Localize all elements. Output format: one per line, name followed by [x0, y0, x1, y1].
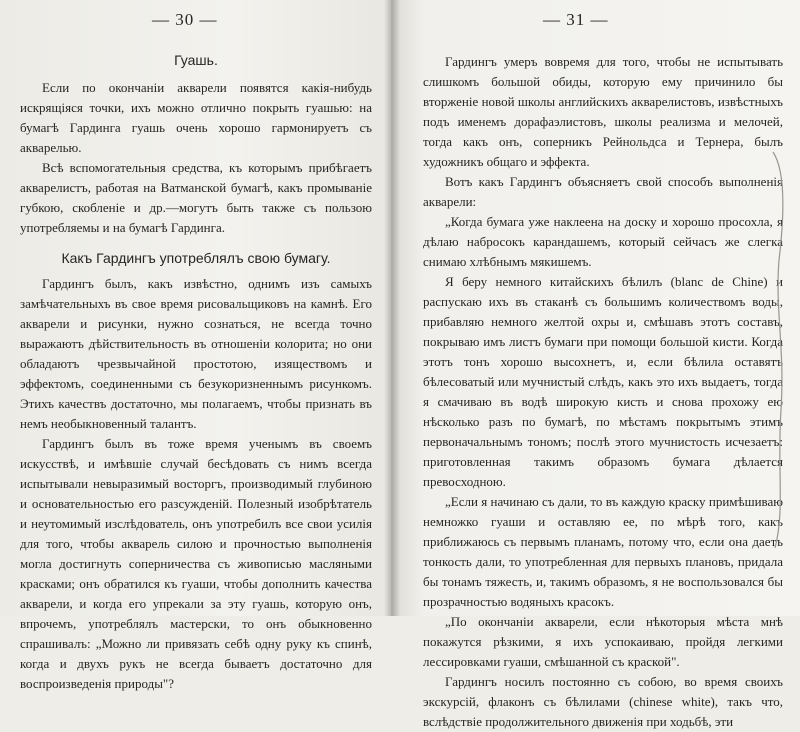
- right-page: [391, 0, 800, 729]
- left-page: [0, 0, 391, 691]
- section-heading-harding-paper: Какъ Гардингъ употреблялъ свою бумагу.: [61, 250, 331, 266]
- paragraph: Гардингъ носилъ постоянно съ собою, во время своихъ экскурсій, флаконъ съ бѣлилами (chinese white), такъ что, вслѣдствіе продолжительного движенія при ходьбѣ, эти: [423, 674, 783, 729]
- quote-paragraph: „Если я начинаю съ дали, то въ каждую краску примѣшиваю немножко гуаши и оставляю ее, по мѣрѣ того, какъ приближаюсь съ первымъ планамъ, потому что, если она даетъ тонкость дали, то употребленная для первыхъ плановъ, придала бы тонамъ тяжесть, и, такимъ образомъ, я не воспользовался бы прозрачностью водяныхъ красокъ.: [423, 494, 783, 609]
- book-gutter: [384, 0, 400, 616]
- paragraph: Всѣ вспомогательныя средства, къ которымъ прибѣгаетъ акварелистъ, работая на Ватманской бумагѣ, какъ промываніе губкою, скобленіе и др.—могутъ быть также съ пользою употребляемы и на бумагѣ Гардинга.: [20, 160, 372, 235]
- page-number-right: — 31 —: [543, 10, 609, 29]
- quote-paragraph: „По окончаніи акварели, если нѣкоторыя мѣста мнѣ покажутся рѣзкими, я ихъ успокаиваю, пройдя легкими лессировками гуаши, смѣшанной съ краской".: [423, 614, 783, 669]
- quote-paragraph: „Когда бумага уже наклеена на доску и хорошо просохла, я дѣлаю набросокъ карандашемъ, который сейчасъ же слегка снимаю хлѣбнымъ мякишемъ.: [423, 214, 783, 269]
- paragraph: Если по окончаніи акварели появятся какія-нибудь искрящіяся точки, ихъ можно отлично покрыть гуашью: на бумагѣ Гардинга гуашь очень хорошо гармонируетъ съ акварелью.: [20, 80, 372, 155]
- paragraph: Гардингъ былъ, какъ извѣстно, однимъ изъ самыхъ замѣчательныхъ въ свое время рисовальщиковъ на камнѣ. Его акварели и рисунки, нужно сознаться, не всегда точно выражаютъ дѣйствительность въ отношеніи колорита; но они обладаютъ чрезвычайной простотою, изяществомъ и эффектомъ, соединенными съ безукоризненнымъ рисункомъ. Этихъ качествъ достаточно, мы полагаемъ, чтобы признать въ немъ необыкновенный талантъ.: [20, 276, 372, 431]
- right-page-text: [423, 52, 783, 732]
- paragraph: Гардингъ умеръ вовремя для того, чтобы не испытывать слишкомъ большой обиды, которую ему причинило бы вторженіе новой школы английскихъ акварелистовъ, извѣстныхъ подъ именемъ дорафаэлистовъ, школы реализма и мелочей, тогда какъ онъ, соперникъ Рейнольдса и Тернера, былъ художникъ общаго и эффекта.: [423, 54, 783, 169]
- left-page-text: [20, 52, 372, 694]
- section-heading-gouache: Гуашь.: [174, 52, 218, 68]
- page-number-left: — 30 —: [152, 10, 218, 29]
- quote-paragraph: Я беру немного китайскихъ бѣлилъ (blanc de Chine) и распускаю ихъ въ стаканѣ съ большимъ количествомъ воды, прибавляю немного желтой охры и, смѣшавъ этотъ составъ, покрываю имъ листъ бумаги при помощи большой кисти. Когда этотъ тонъ хорошо высохнетъ, и, если бѣлила оставятъ бѣлесоватый или мучнистый слѣдъ, какъ это ихъ выдаетъ, тогда я смачиваю въ водѣ широкую кисть и снова прохожу ею нѣсколько разъ по бумагѣ, по мѣстамъ покрытымъ этимъ первоначальнымъ тономъ; послѣ этого мучнистость исчезаетъ: приготовленная такимъ образомъ бумага дѣлается превосходною.: [423, 274, 783, 489]
- paragraph: Вотъ какъ Гардингъ объясняетъ свой способъ выполненія акварели:: [423, 174, 783, 209]
- paragraph: Гардингъ былъ въ тоже время ученымъ въ своемъ искусствѣ, и имѣвшіе случай бесѣдовать съ нимъ всегда испытывали невыразимый восторгъ, производимый глубиною и основательностью его разсужденій. Полезный изобрѣтатель и неутомимый изслѣдователь, онъ употребилъ все свои усилія для того, чтобы акварель силою и прочностью выполненія могла достигнуть соперничества съ живописью масляными красками; онъ обратился къ гуаши, чтобы дополнить качества акварели, и когда его упрекали за эту гуашь, которую онъ, впрочемъ, употреблялъ мастерски, то онъ обыкновенно спрашивалъ: „Можно ли привязать себѣ одну руку къ спинѣ, когда и двухъ рукъ не всегда бываетъ достаточно для воспроизведенія природы"?: [20, 436, 372, 691]
- pencil-margin-bracket: [771, 150, 789, 550]
